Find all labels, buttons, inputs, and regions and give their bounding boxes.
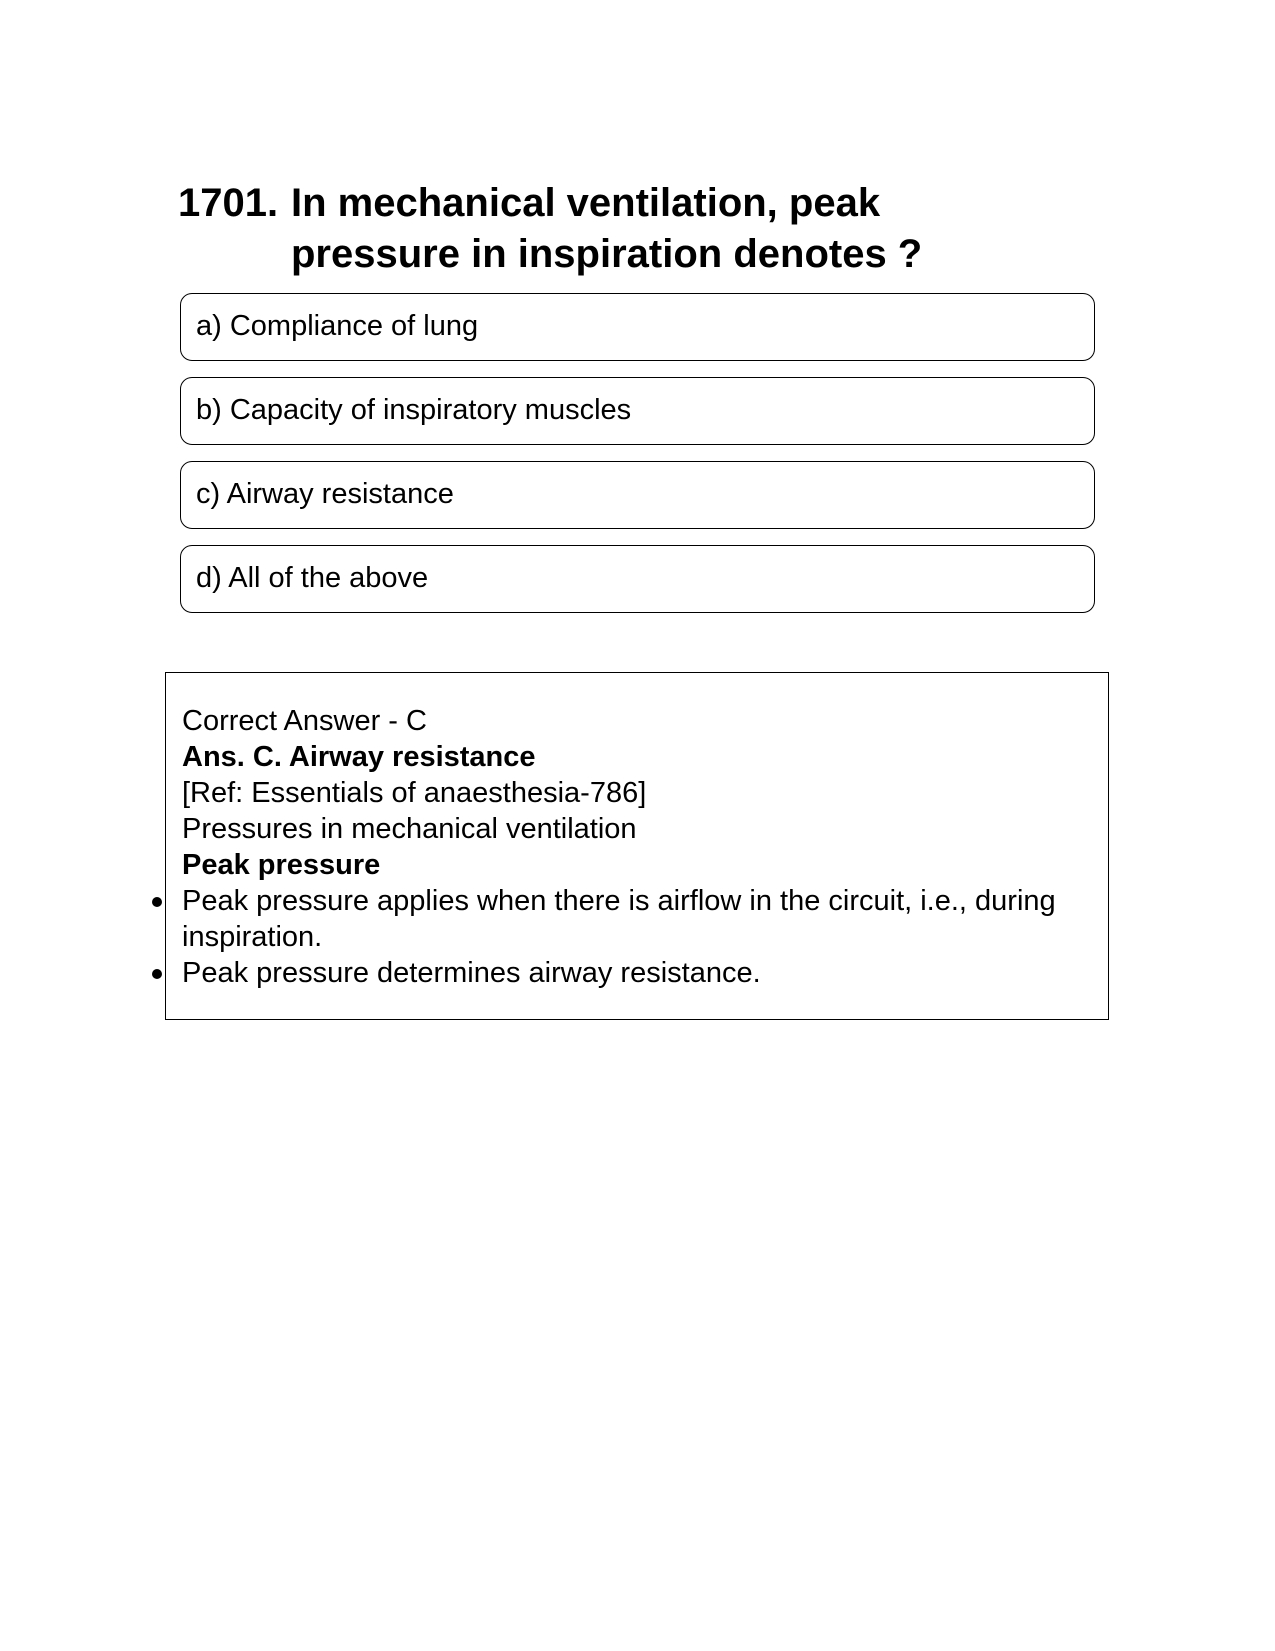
subheading: Peak pressure bbox=[182, 849, 381, 881]
option-c[interactable] bbox=[180, 461, 1095, 529]
question-heading bbox=[178, 178, 978, 280]
bullet-list bbox=[182, 883, 1093, 991]
reference: [Ref: Essentials of anaesthesia-786] bbox=[182, 777, 647, 809]
list-item bbox=[182, 955, 1093, 991]
option-a-label: a) Compliance of lung bbox=[196, 309, 479, 342]
option-c-label: c) Airway resistance bbox=[196, 477, 454, 510]
option-b-label: b) Capacity of inspiratory muscles bbox=[196, 393, 632, 426]
answer-explanation-box bbox=[165, 672, 1109, 1020]
options-list bbox=[180, 293, 1095, 629]
bullet-text: Peak pressure applies when there is airflow in the circuit, i.e., during inspiration. bbox=[182, 885, 1056, 953]
question-text: In mechanical ventilation, peak pressure in inspiration denotes ? bbox=[291, 181, 923, 276]
bullet-icon bbox=[152, 897, 162, 907]
list-item bbox=[182, 883, 1093, 955]
bullet-text: Peak pressure determines airway resistance. bbox=[182, 957, 761, 989]
option-d-label: d) All of the above bbox=[196, 561, 429, 594]
option-d[interactable] bbox=[180, 545, 1095, 613]
answer-title: Ans. C. Airway resistance bbox=[182, 741, 536, 773]
option-b[interactable] bbox=[180, 377, 1095, 445]
option-a[interactable] bbox=[180, 293, 1095, 361]
question-number: 1701. bbox=[178, 181, 279, 225]
correct-answer: Correct Answer - C bbox=[182, 705, 427, 737]
bullet-icon bbox=[152, 969, 162, 979]
section-heading: Pressures in mechanical ventilation bbox=[182, 813, 637, 845]
